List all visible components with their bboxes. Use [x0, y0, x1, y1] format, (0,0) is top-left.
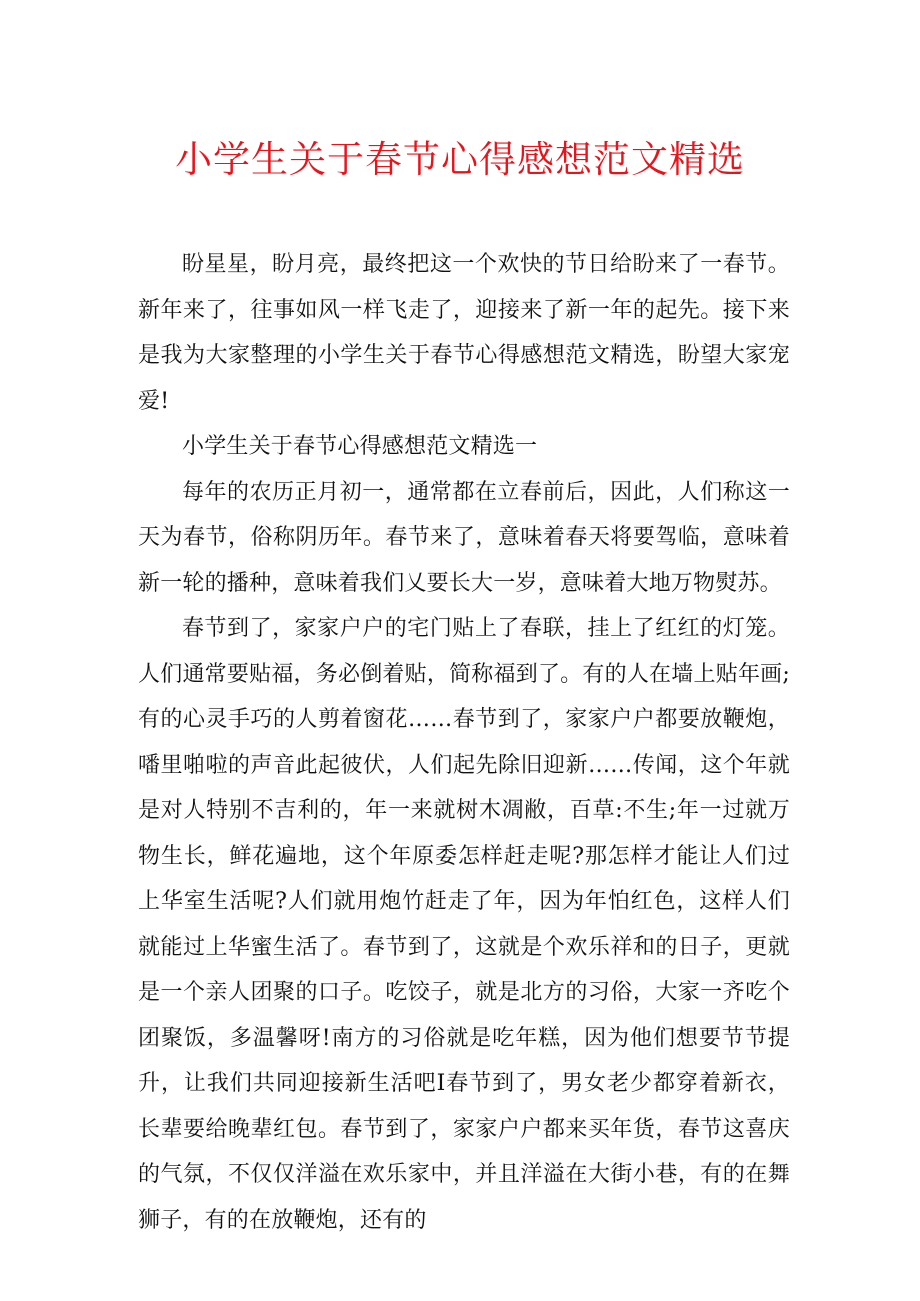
body-paragraph: 每年的农历正月初一，通常都在立春前后，因此，人们称这一天为春节，俗称阴历年。春节来了，意味着春天将要驾临，意味着新一轮的播种，意味着我们乂要长大一岁，意味着大地万物熨苏。 — [138, 479, 790, 596]
intro-paragraph: 盼星星，盼月亮，最终把这一个欢快的节日给盼来了一春节。新年来了，往事如风一样飞走了，迎接来了新一年的起先。接下来是我为大家整理的小学生关于春节心得感想范文精选，盼望大家宠爱! — [138, 252, 790, 414]
body-paragraph: 春节到了，家家户户的宅门贴上了春联，挂上了红红的灯笼。人们通常要贴福，务必倒着贴，简称福到了。有的人在墙上贴年画;有的心灵手巧的人剪着窗花……春节到了，家家户户都要放鞭炮，噃里啪啦的声音此起彼伏，人们起先除旧迎新……传闻，这个年就是对人特别不吉利的，年一来就树木凋敝，百草:不生;年一过就万物生长，鲜花遍地，这个年原委怎样赶走呢?那怎样才能让人们过上华室生活呢?人们就用炮竹赶走了年，因为年怕红色，这样人们就能过上华蜜生活了。春节到了，这就是个欢乐祥和的日子，更就是一个亲人团聚的口子。吃饺子，就是北方的习俗，大家一齐吃个团聚饭，多温馨呀!南方的习俗就是吃年糕，因为他们想要节节提升，让我们共同迎接新生活吧Ⅰ春节到了，男女老少都穿着新衣，长辈要给晚辈红包。春节到了，家家户户都来买年货，春节这喜庆的气氛，不仅仅洋溢在欢乐家中，并且洋溢在大街小巷，有的在舞狮子，有的在放鞭炮，还有的 — [138, 616, 790, 1233]
document-body — [138, 242, 790, 1243]
section-heading: 小学生关于春节心得感想范文精选一 — [182, 434, 538, 459]
document-title: 小学生关于春节心得感想范文精选 — [175, 138, 745, 181]
